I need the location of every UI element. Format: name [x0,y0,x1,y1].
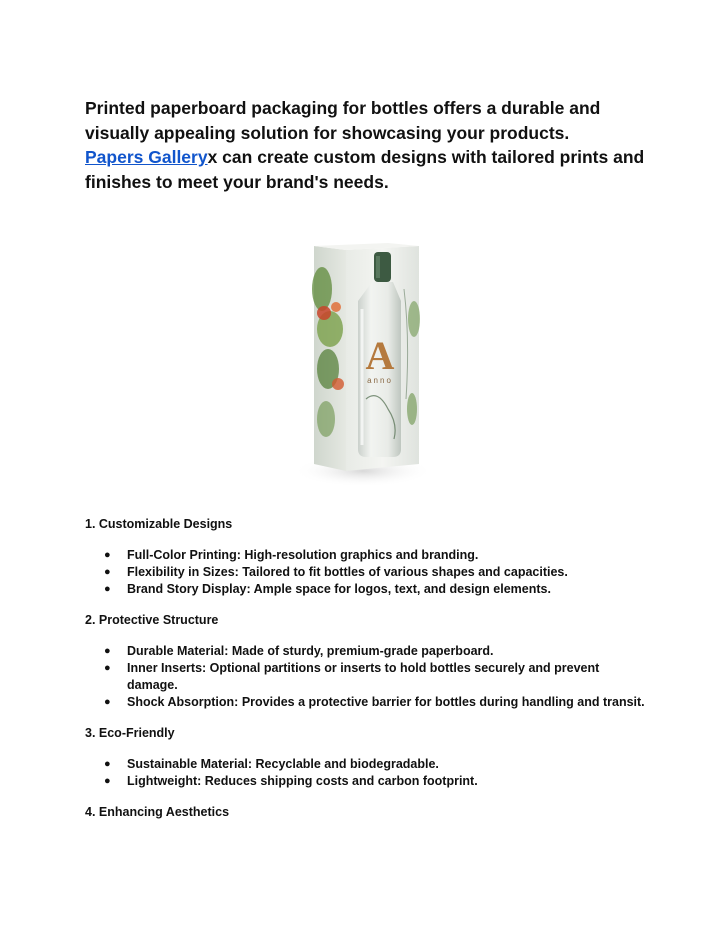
feature-list [85,547,645,598]
bottle-box-illustration [248,209,473,500]
bullet-icon: ● [104,583,111,595]
bullet-icon: ● [104,566,111,578]
section-heading: 4. Enhancing Aesthetics [85,805,230,819]
brand-logo: A [365,333,395,378]
list-item [85,660,645,694]
papers-gallery-link[interactable]: Papers Gallery [85,147,208,167]
list-item-text: Flexibility in Sizes: Tailored to fit bottles of various shapes and capacities. [127,565,568,579]
list-item-text: Sustainable Material: Recyclable and biodegradable. [127,757,439,771]
list-item-text: Lightweight: Reduces shipping costs and carbon footprint. [127,774,478,788]
list-item [85,581,645,598]
bullet-icon: ● [104,758,111,770]
list-item [85,564,645,581]
bullet-icon: ● [104,775,111,787]
intro-text: Printed paperboard packaging for bottles offers a durable and visually appealing solution for showcasing your products. [85,98,601,143]
list-item-text: Full-Color Printing: High-resolution graphics and branding. [127,548,479,562]
list-item [85,643,645,660]
list-item [85,694,645,711]
bullet-icon: ● [104,696,111,708]
list-item-text: Shock Absorption: Provides a protective barrier for bottles during handling and transit. [127,695,645,709]
intro-text-after-link: x can create custom designs with tailored prints and finishes to meet your brand's needs. [85,147,645,192]
section-heading: 1. Customizable Designs [85,517,233,531]
feature-list [85,756,645,790]
section-heading: 3. Eco-Friendly [85,726,175,740]
feature-sections [85,516,645,821]
feature-list [85,643,645,711]
list-item [85,773,645,790]
bullet-icon: ● [104,662,111,674]
bullet-icon: ● [104,645,111,657]
list-item [85,756,645,773]
bullet-icon: ● [104,549,111,561]
section-heading: 2. Protective Structure [85,613,219,627]
intro-paragraph [85,96,645,194]
list-item-text: Durable Material: Made of sturdy, premium-grade paperboard. [127,644,494,658]
list-item-text: Brand Story Display: Ample space for logos, text, and design elements. [127,582,551,596]
list-item-text: Inner Inserts: Optional partitions or inserts to hold bottles securely and prevent damage. [127,661,600,692]
product-image [248,209,473,500]
brand-name: anno [367,376,393,385]
list-item [85,547,645,564]
